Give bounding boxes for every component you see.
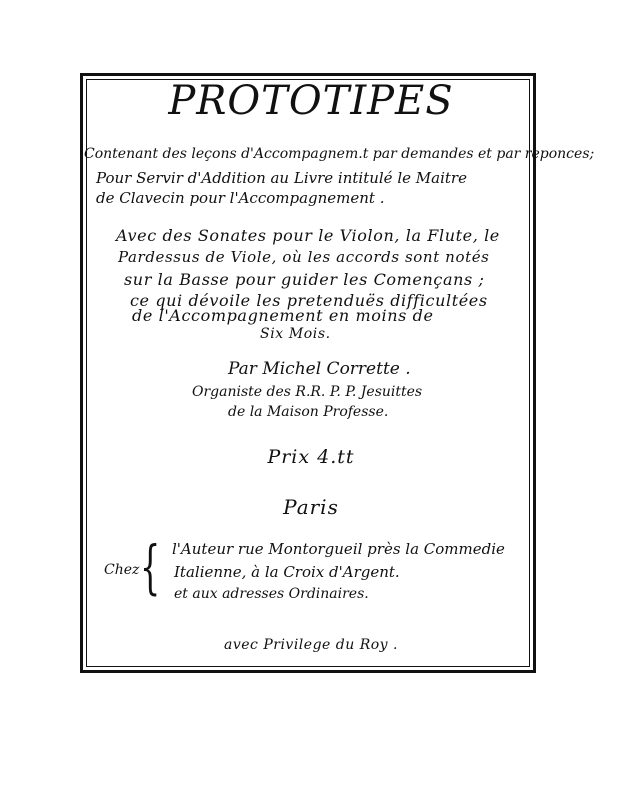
page-title: PROTOTIPES xyxy=(168,78,454,124)
chez-line-2: Italienne, à la Croix d'Argent. xyxy=(174,563,400,581)
price: Prix 4.tt xyxy=(267,446,355,468)
author-place: de la Maison Professe. xyxy=(228,404,389,420)
author-name: Par Michel Corrette . xyxy=(228,359,411,379)
body-line-2: Pardessus de Viole, où les accords sont notés xyxy=(118,248,490,266)
body-line-4: ce qui dévoile les pretenduës difficultées xyxy=(130,291,488,310)
body-line-5: de l'Accompagnement en moins de xyxy=(132,306,434,325)
chez-label: Chez xyxy=(104,562,140,578)
subtitle-line-1: Contenant des leçons d'Accompagnem.t par demandes et par reponces; xyxy=(84,146,595,162)
city: Paris xyxy=(283,495,339,519)
body-line-6: Six Mois. xyxy=(260,326,331,342)
body-line-1: Avec des Sonates pour le Violon, la Flute, le xyxy=(116,226,500,245)
subtitle-line-2: Pour Servir d'Addition au Livre intitulé le Maitre xyxy=(96,169,467,187)
body-line-3: sur la Basse pour guider les Començans ; xyxy=(124,270,485,289)
privilege-line: avec Privilege du Roy . xyxy=(224,637,398,653)
chez-line-3: et aux adresses Ordinaires. xyxy=(174,586,369,602)
brace-glyph: { xyxy=(140,533,161,601)
author-role: Organiste des R.R. P. P. Jesuittes xyxy=(192,384,423,400)
subtitle-line-3: de Clavecin pour l'Accompagnement . xyxy=(96,189,385,207)
chez-line-1: l'Auteur rue Montorgueil près la Commedie xyxy=(172,540,505,558)
